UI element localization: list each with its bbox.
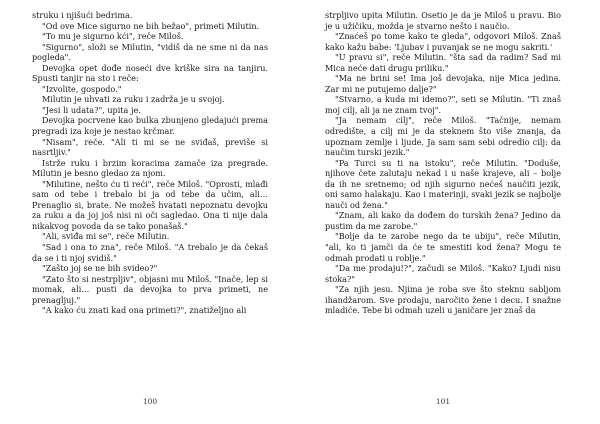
paragraph: Istrže ruku i brzim koracima zamače iza pregrade. Milutin je besno gledao za njom.	[32, 157, 268, 179]
paragraph: Milutin je uhvati za ruku i zadrža je u svojoj.	[42, 94, 225, 105]
paragraph: "U pravu si", reče Milutin. "šta sad da radim? Sad mi Mica neće dati drugu priliku."	[325, 52, 561, 73]
paragraph: "Bolje da te zarobe nego da te ubiju", reče Milutin, "ali, ko ti jamči da će te smestiti kod žena? Mogu te odmah prodati u roblje."	[325, 231, 561, 263]
paragraph: "Ma ne brini se! Ima još devojaka, nije Mica jedina. Zar mi ne putujemo dalje?"	[325, 73, 561, 94]
paragraph: "Jesi li udata?", upita je.	[42, 104, 141, 115]
paragraph: "Da me prodaju!?", začudi se Miloš. "Kako? Ljudi nisu stoka?"	[325, 263, 561, 284]
paragraph: struku i njišući bedrima.	[32, 10, 133, 20]
paragraph: "Zato što si nestrpljiv", objasni mu Miloš. "Inače, lep si momak, ali… pusti da devojka to prva primeti, ne prenagljuj."	[32, 273, 268, 305]
paragraph: "Od ove Mice sigurno ne bih bežao", primeti Milutin.	[42, 20, 260, 31]
paragraph: Devojka opet dođe noseći dve kriške sira na tanjiru. Spusti tanjir na sto i reče:	[32, 62, 268, 84]
paragraph: Devojka pocrvene kao bulka zbunjeno gledajući prema pregradi iza koje je nestao krčmar.	[32, 115, 268, 137]
left-page-body	[32, 10, 268, 316]
paragraph: "Sad i ona to zna", reče Miloš. "A trebalo je da čekaš da se i ti njoj svidiš."	[32, 242, 268, 263]
paragraph: "To mu je sigurno kći", reče Miloš.	[42, 31, 184, 42]
paragraph: "Znaćeš po tome kako te gleda", odgovori Miloš. Znaš kako kažu babe: 'Ljubav i puvanjak se ne mogu sakriti.'	[325, 31, 561, 52]
paragraph: "Sigurno", složi se Milutin, "vidiš da ne sme ni da nas pogleda".	[32, 41, 268, 63]
paragraph: "Pa Turci su ti na istoku", reče Milutin. "Doduše, njihove čete zalutaju nekad i u naše krajeve, ali – bolje da ih ne sretnemo; od njih sigurno nećeš naučiti jezik, oni samo halakaju. Kao i materinji, svaki jezik se najbolje nauči od žena."	[325, 157, 561, 210]
paragraph: "Ja nemam cilj", reče Miloš. "Tačnije, nemam odredište, a cilj mi je da steknem što više znanja, da upoznam zemlje i ljude. Ja sam sam sebi odredio cilj: da naučim turski jezik."	[325, 115, 561, 158]
paragraph: strpljivo upita Milutin. Osetio je da je Miloš u pravu. Bio je u užičiku, možda je stvarno nešto i naučio.	[325, 10, 561, 31]
paragraph: "Ali, sviđa mi se", reče Milutin.	[42, 231, 170, 242]
paragraph: "Za njih jesu. Njima je roba sve što steknu sabljom ihandžarom. Sve prodaju, naročito žene i decu. I snažne mladiće. Tebe bi odmah uzeli u janičare jer znaš da	[325, 284, 561, 316]
paragraph: "Milutine, nešto ću ti reći", reče Miloš. "Oprosti, mlađi sam od tebe i trebalo bi ja od tebe da učim, ali… Prenaglio si, brate. Ne možeš hvatati nepoznatu devojku za ruku a da joj još nisi ni oči sagledao. Ona ti nije dala nikakvog povoda da se tako ponašaš."	[32, 178, 268, 231]
right-page-number: 101	[435, 397, 451, 406]
paragraph: "Zašto joj se ne bih svideo?"	[42, 263, 158, 274]
paragraph: "Znam, ali kako da dođem do turskih žena? Jedino da pustim da me zarobe."	[325, 210, 561, 231]
right-page-body	[325, 10, 561, 316]
paragraph: "Izvolite, gospodo."	[42, 83, 122, 94]
paragraph: "Nisam", reče. "Ali ti mi se ne sviđaš, previše si nasrtljiv."	[32, 136, 268, 158]
paragraph: "Stvarno, a kuda mi idemo?", seti se Milutin. "Ti znaš moj cilj, ali ja ne znam tvoj".	[325, 94, 561, 115]
left-page-number: 100	[142, 397, 158, 406]
paragraph: "A kako ću znati kad ona primeti?", znatiželjno ali	[42, 305, 247, 316]
